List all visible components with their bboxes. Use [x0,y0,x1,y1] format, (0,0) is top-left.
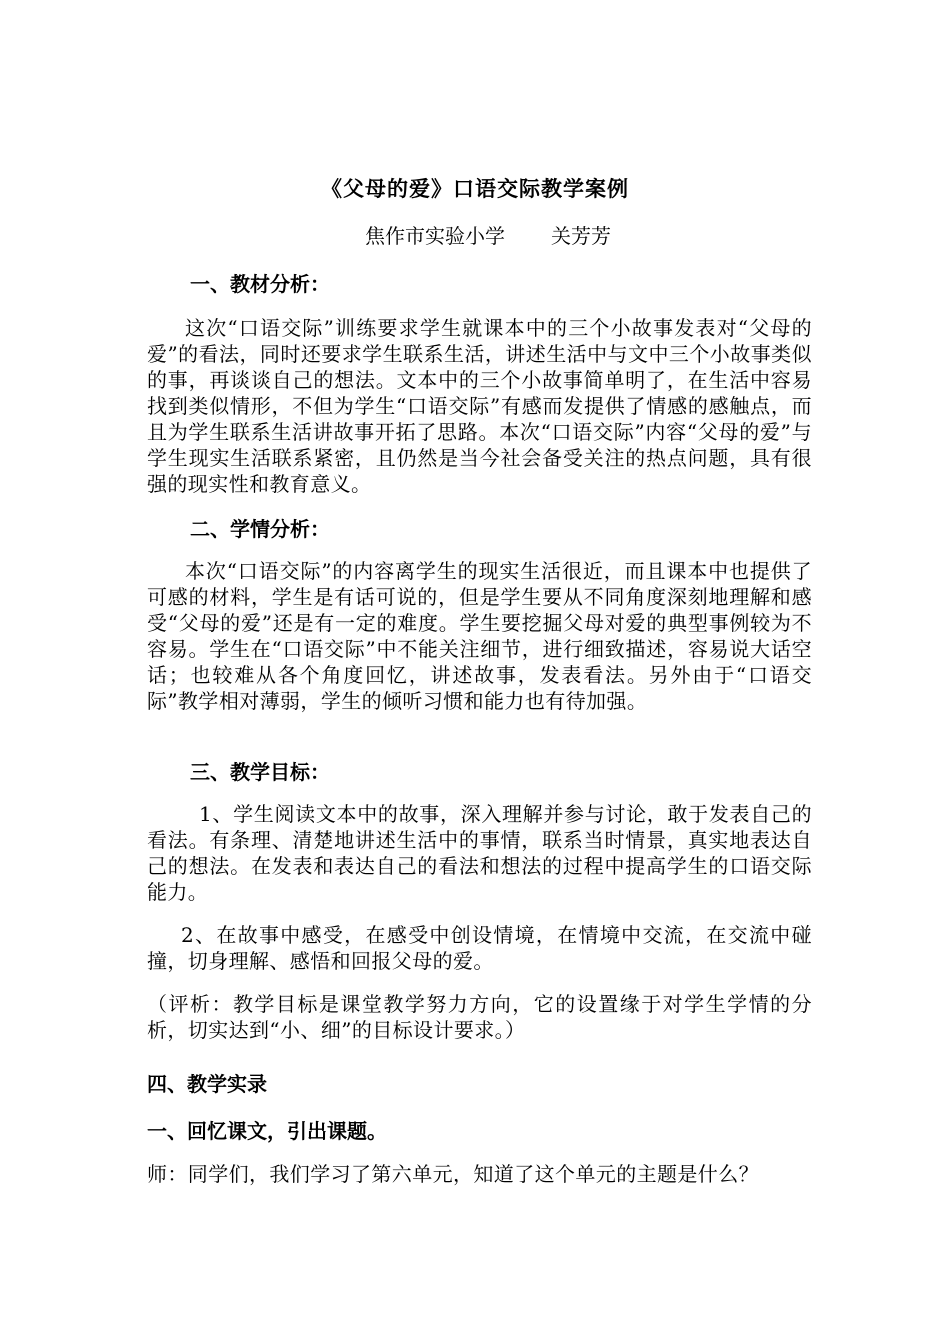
objectives-comment: （评析：教学目标是课堂教学努力方向，它的设置缘于对学生学情的分析，切实达到“小、细”的目标设计要求。） [147,992,812,1042]
subheading-review-lesson: 一、回忆课文，引出课题。 [147,1119,387,1143]
school-name: 焦作市实验小学 [365,224,505,248]
byline [365,220,611,249]
document-title: 《父母的爱》口语交际教学案例 [321,176,629,201]
section-heading-teaching-record: 四、教学实录 [147,1072,267,1096]
section-heading-materials: 一、教材分析： [190,272,330,296]
paragraph-student-analysis: 本次“口语交际”的内容离学生的现实生活很近，而且课本中也提供了可感的材料，学生是有话可说的，但是学生要从不同角度深刻地理解和感受“父母的爱”还是有一定的难度。学生要挖掘父母对爱的典型事例较为不容易。学生在“口语交际”中不能关注细节，进行细致描述，容易说大话空话；也较难从各个角度回忆，讲述故事，发表看法。另外由于“口语交际”教学相对薄弱，学生的倾听习惯和能力也有待加强。 [147,559,812,713]
section-heading-objectives: 三、教学目标： [190,760,330,784]
author-name: 关芳芳 [551,224,611,248]
objective-item-2: 2、在故事中感受，在感受中创设情境，在情境中交流，在交流中碰撞，切身理解、感悟和回报父母的爱。 [147,923,812,973]
teacher-line-1: 师：同学们，我们学习了第六单元，知道了这个单元的主题是什么？ [147,1162,759,1186]
paragraph-materials-analysis: 这次“口语交际”训练要求学生就课本中的三个小故事发表对“父母的爱”的看法，同时还要求学生联系生活，讲述生活中与文中三个小故事类似的事，再谈谈自己的想法。文本中的三个小故事简单明了，在生活中容易找到类似情形，不但为学生“口语交际”有感而发提供了情感的感触点，而且为学生联系生活讲故事开拓了思路。本次“口语交际”内容“父母的爱”与学生现实生活联系紧密，且仍然是当今社会备受关注的热点问题，具有很强的现实性和教育意义。 [147,316,812,496]
objective-item-1: 1、学生阅读文本中的故事，深入理解并参与讨论，敢于发表自己的看法。有条理、清楚地讲述生活中的事情，联系当时情景，真实地表达自己的想法。在发表和表达自己的看法和想法的过程中提高学生的口语交际能力。 [147,802,812,904]
section-heading-student-analysis: 二、学情分析： [190,517,330,541]
